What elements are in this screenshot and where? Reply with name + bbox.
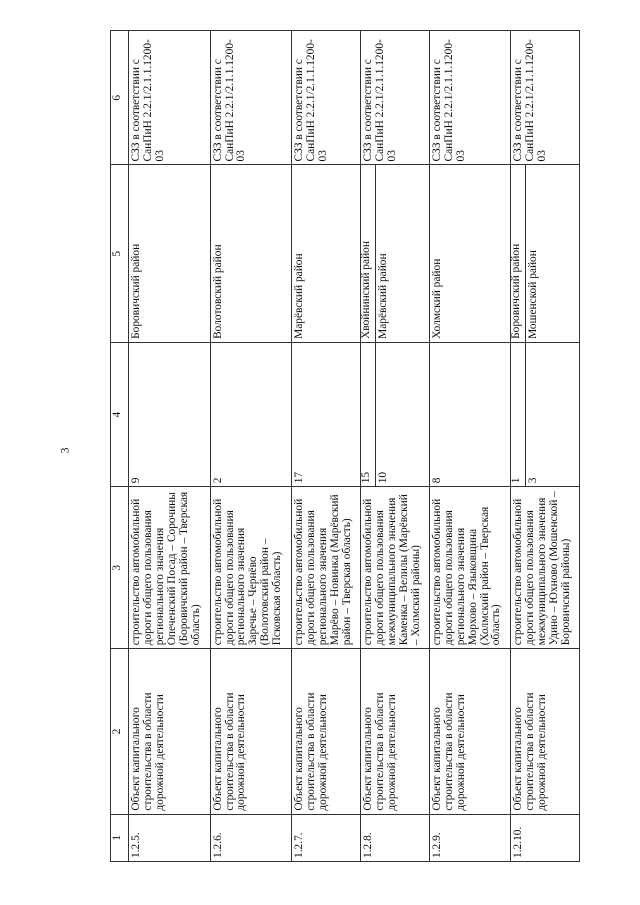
sanitary-zone: СЗЗ в соответствии с СанПиН 2.2.1/2.1.1.1200-03: [129, 31, 211, 165]
object-type: Объект капитального строительства в области дорожной деятельности: [429, 649, 511, 814]
district-name: Боровичский район: [130, 243, 143, 339]
district-cell: [210, 165, 292, 342]
district-name: Волотовский район: [211, 244, 224, 339]
object-type: Объект капитального строительства в области дорожной деятельности: [129, 649, 211, 814]
quantity-value: 8: [430, 477, 443, 484]
object-description: строительство автомобильной дороги общего пользования регионального значения Марёво – Новинка (Марёвский район – Тверская область): [292, 487, 361, 649]
column-header: 6: [111, 31, 129, 165]
page-number: 3: [57, 447, 72, 454]
row-number: 1.2.8.: [360, 814, 429, 861]
sanitary-zone: СЗЗ в соответствии с СанПиН 2.2.1/2.1.1.1200-03: [210, 31, 292, 165]
rotated-table-container: [110, 30, 580, 862]
column-header: 3: [111, 487, 129, 649]
table-body: [129, 31, 580, 862]
column-header: 4: [111, 342, 129, 486]
row-number: 1.2.6.: [210, 814, 292, 861]
row-number: 1.2.9.: [429, 814, 511, 861]
object-type: Объект капитального строительства в области дорожной деятельности: [292, 649, 361, 814]
quantity-cell: [429, 342, 511, 486]
object-description: строительство автомобильной дороги общего пользования регионального значения Опеченский Посад – Сорочины (Боровичский район – Тверская область): [129, 487, 211, 649]
district-cell: [360, 165, 429, 342]
quantity-value: 9: [130, 477, 143, 484]
object-type: Объект капитального строительства в области дорожной деятельности: [210, 649, 292, 814]
district-name: Марёвский район: [376, 253, 389, 339]
district-cell: [511, 165, 580, 342]
quantity-cell: [360, 342, 429, 486]
document-table: [110, 30, 580, 862]
table-row: [511, 31, 580, 862]
quantity-value: 17: [293, 471, 306, 484]
sanitary-zone: СЗЗ в соответствии с СанПиН 2.2.1/2.1.1.1200-03: [292, 31, 361, 165]
sanitary-zone: СЗЗ в соответствии с СанПиН 2.2.1/2.1.1.1200-03: [511, 31, 580, 165]
row-number: 1.2.7.: [292, 814, 361, 861]
quantity-cell: [292, 342, 361, 486]
column-header: 1: [111, 814, 129, 861]
column-header: 2: [111, 649, 129, 814]
sanitary-zone: СЗЗ в соответствии с СанПиН 2.2.1/2.1.1.1200-03: [360, 31, 429, 165]
quantity-cell: [511, 342, 580, 486]
district-cell: [292, 165, 361, 342]
sanitary-zone: СЗЗ в соответствии с СанПиН 2.2.1/2.1.1.1200-03: [429, 31, 511, 165]
district-name: Марёвский район: [293, 253, 306, 339]
table-row: [429, 31, 511, 862]
object-description: строительство автомобильной дороги общего пользования регионального значения Заречье – Чернёво (Волотовский район – Псковская область): [210, 487, 292, 649]
column-header: 5: [111, 165, 129, 342]
quantity-cell: [210, 342, 292, 486]
table-row: [292, 31, 361, 862]
district-name: Мошенской район: [527, 250, 540, 339]
object-type: Объект капитального строительства в области дорожной деятельности: [360, 649, 429, 814]
quantity-value: 1: [511, 343, 526, 486]
object-description: строительство автомобильной дороги общего пользования регионального значения Морхово – Языковщина (Холмский район – Тверская область): [429, 487, 511, 649]
quantity-value: 15: [361, 343, 376, 486]
quantity-cell: [129, 342, 211, 486]
district-name: Хвойнинский район: [361, 165, 376, 341]
district-cell: [129, 165, 211, 342]
object-type: Объект капитального строительства в области дорожной деятельности: [511, 649, 580, 814]
table-row: [210, 31, 292, 862]
quantity-value: 3: [527, 477, 540, 484]
row-number: 1.2.10.: [511, 814, 580, 861]
row-number: 1.2.5.: [129, 814, 211, 861]
district-name: Боровичский район: [511, 165, 526, 341]
quantity-value: 10: [376, 471, 389, 484]
object-description: строительство автомобильной дороги общего пользования межмуниципального значения Каменка – Велилы (Марёвский – Холмский районы): [360, 487, 429, 649]
table-header-row: [111, 31, 129, 862]
table-row: [360, 31, 429, 862]
object-description: строительство автомобильной дороги общего пользования межмуниципального значения Удино – Юхново (Мошенской – Боровичский районы): [511, 487, 580, 649]
table-row: [129, 31, 211, 862]
district-cell: [429, 165, 511, 342]
quantity-value: 2: [211, 477, 224, 484]
district-name: Холмский район: [430, 258, 443, 339]
